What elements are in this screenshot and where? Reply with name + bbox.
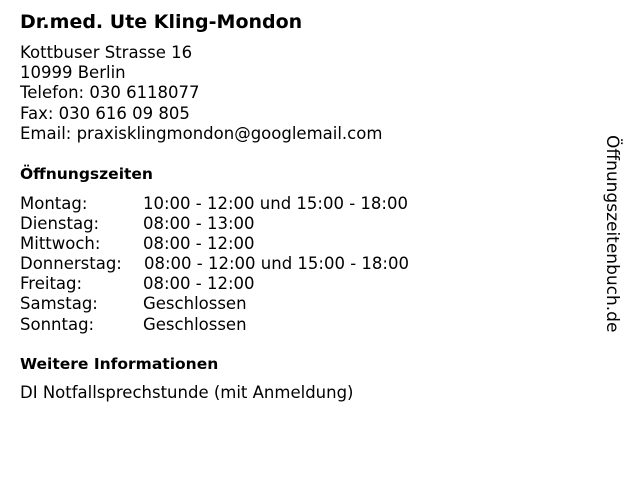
hours-time: 08:00 - 12:00 und 15:00 - 18:00	[144, 254, 409, 274]
city-postal-code: 10999 Berlin	[20, 63, 126, 83]
hours-time: Geschlossen	[143, 314, 247, 334]
fax-number: Fax: 030 616 09 805	[20, 103, 190, 123]
street-address: Kottbuser Strasse 16	[20, 43, 193, 62]
hours-day: Donnerstag:	[20, 254, 122, 274]
email-address: Email: praxisklingmondon@googlemail.com	[20, 123, 383, 143]
brand-watermark: Öffnungszeitenbuch.de	[602, 135, 622, 333]
hours-day: Samstag:	[20, 294, 98, 314]
hours-row-friday	[20, 274, 540, 294]
hours-day: Freitag:	[20, 274, 83, 294]
hours-row-saturday	[20, 294, 540, 314]
hours-row-tuesday	[20, 214, 540, 234]
opening-hours-table	[20, 194, 540, 335]
hours-day: Sonntag:	[20, 314, 95, 334]
contact-block	[20, 43, 382, 144]
hours-row-sunday	[20, 315, 540, 335]
phone-number: Telefon: 030 6118077	[20, 83, 200, 103]
more-info-text: DI Notfallsprechstunde (mit Anmeldung)	[20, 383, 354, 402]
hours-day: Dienstag:	[20, 214, 100, 234]
hours-time: 08:00 - 12:00	[143, 234, 255, 254]
hours-row-thursday	[20, 254, 540, 274]
opening-hours-heading: Öffnungszeiten	[20, 165, 153, 183]
hours-time: Geschlossen	[143, 294, 247, 314]
hours-time: 08:00 - 12:00	[143, 274, 255, 294]
hours-day: Mittwoch:	[20, 234, 101, 254]
more-info-heading: Weitere Informationen	[20, 355, 219, 373]
hours-row-monday	[20, 194, 540, 214]
hours-row-wednesday	[20, 234, 540, 254]
practice-name: Dr.med. Ute Kling-Mondon	[20, 11, 303, 33]
hours-day: Montag:	[20, 194, 88, 213]
hours-time: 10:00 - 12:00 und 15:00 - 18:00	[143, 194, 408, 213]
hours-time: 08:00 - 13:00	[143, 214, 255, 234]
